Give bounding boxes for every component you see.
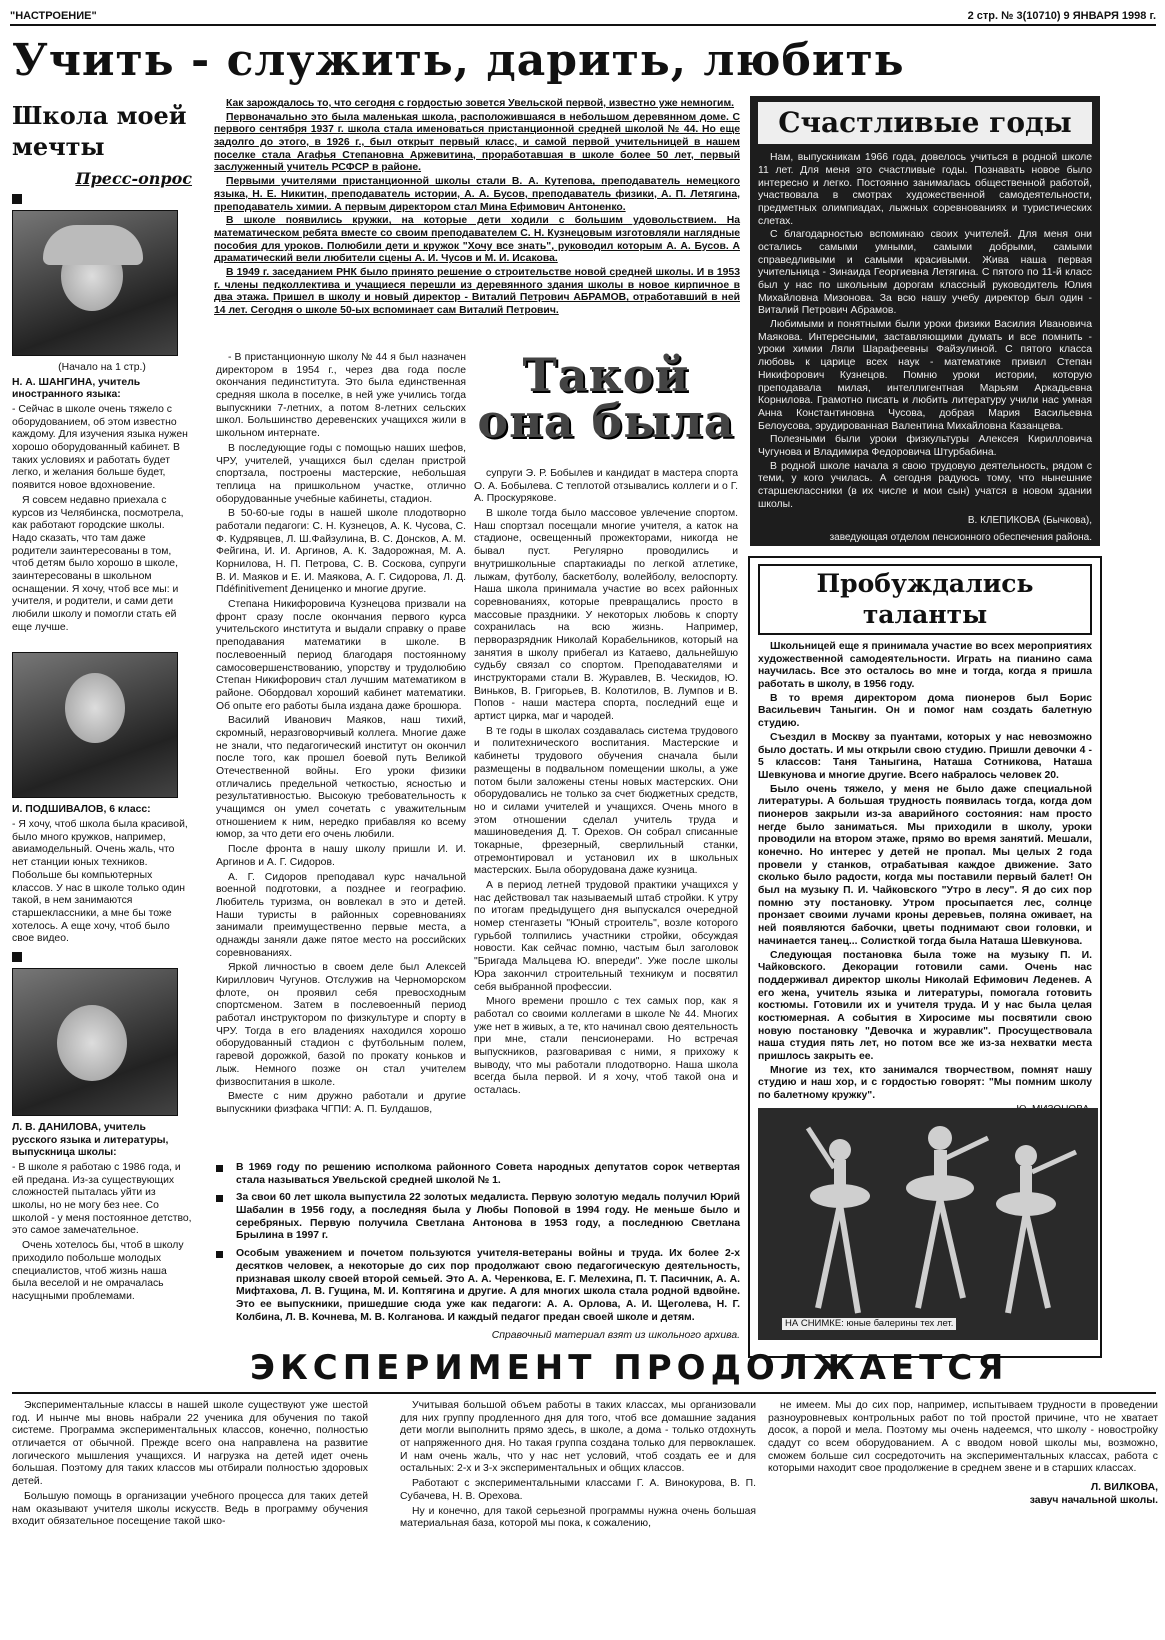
intro-paragraph: В школе появились кружки, на которые дети ходили с большим удовольствием. На математическом ребята вместе со своим преподавателем С. Н. Кузнецовым изготовляли наглядные пособия для уроков. Полюбили дети и кружок "Хочу все знать", руководил которым А. А. Бусов. А драматический вели любители сцены А. И. Чусов и М. И. Исакова. xyxy=(214,215,740,265)
experiment-title: ЭКСПЕРИМЕНТ ПРОДОЛЖАЕТСЯ xyxy=(250,1348,1009,1388)
article-paragraph: После фронта в нашу школу пришли И. И. Аргинов и А. Г. Сидоров. xyxy=(216,844,466,868)
experiment-paragraph: Большую помощь в организации учебного процесса для таких детей нам оказывают учителя школы искусств. Ведь в программу обучения входит обязательное посещение такой шко- xyxy=(12,1490,368,1528)
interview-text: Очень хотелось бы, чтоб в школу приходило побольше молодых специалистов, чтоб жизнь наша была веселой и не омрачалась насущными проблемами. xyxy=(12,1240,184,1302)
box-paragraph: С благодарностью вспоминаю своих учителей. Для меня они остались самыми умными, самыми добрыми, самыми справедливыми и самыми красивыми. Жива наша первая учительница - Зинаида Георгиевна Летягина. С пятого по 11-й класс был у нас по школьным дорогам классный руководитель Юлия Михайловна Мизонова. За всю нашу учебу директор был один - Виталий Петрович Абрамов. xyxy=(758,229,1092,317)
experiment-paragraph: Ну и конечно, для такой серьезной программы нужна очень большая материальная база, которой мы пока, к сожалению, xyxy=(400,1505,756,1530)
portrait-photo xyxy=(12,652,178,798)
fact-item: За свои 60 лет школа выпустила 22 золотых медалиста. Первую золотую медаль получил Юрий Шабалин в 1956 году, а последняя была у Любы Поповой в 1994 году. Не меньше было и серебряных. Первую получила Светлана Антонова в 1953 году, а последнюю Светлана Брылина в 1997 г. xyxy=(214,1192,740,1243)
portrait-photo xyxy=(12,210,178,356)
experiment-column-3 xyxy=(768,1400,1158,1508)
continued-note: (Начало на 1 стр.) xyxy=(58,361,146,373)
box-paragraph: Нам, выпускникам 1966 года, довелось учиться в родной школе 11 лет. Для меня это счастливые годы. Познавать новое было интересно и легко. Постоянно занималась общественной работой, участвовала в смотрах художественной самодеятельности, предметных олимпиадах, лыжных соревнованиях и туристических слетах. xyxy=(758,152,1092,227)
article-paragraph: Яркой личностью в своем деле был Алексей Кириллович Чугунов. Отслужив на Черноморском флоте, он проявил себя превосходным спортсменом. Затем в послевоенный период работал инструктором по физкультуре и спорту в ЧРУ. Тогда в его владениях находился хорошо оборудованный стадион с футбольным полем, гаревой дорожкой, базой по прокату коньков и лыж. Немного позже он стал учителем физвоспитания в школе. xyxy=(216,962,466,1088)
bullet-square xyxy=(12,952,22,962)
box-paragraph: В родной школе начала я свою трудовую деятельность, рядом с теми, у кого училась. А сегодня радуюсь тому, что нынешние старшеклассники (в их числе и мои сын) учатся в новом здании школы. xyxy=(758,460,1092,510)
author-position: завуч начальной школы. xyxy=(1029,1494,1158,1506)
article-paragraph: Много времени прошло с тех самых пор, как я работал со своими коллегами в школе № 44. Многих уже нет в живых, а те, кто начинал свою деятельность при мне, стали пенсионерами. Но встречая выпускников, разговаривая с ними, я прихожу к выводу, что мы работали плодотворно. Наша школа всегда была первой. И я хочу, чтоб такой она и осталась. xyxy=(474,996,738,1096)
box-paragraph: Школьницей еще я принимала участие во всех мероприятиях художественной самодеятельности. Играть на пианино сама научилась. Все это осталось во мне и тогда, когда я пришла работать в школу, в 1956 году. xyxy=(758,641,1092,691)
intro-paragraph: Первыми учителями пристанционной школы стали В. А. Кутепова, преподаватель немецкого языка, Н. Е. Никитин, преподаватель истории, А. А. Бусов, преподаватель физики, А. П. Летягина, преподаватель химии. А первым директором стал Мина Ефимович Антоненко. xyxy=(214,176,740,213)
masthead xyxy=(10,8,1156,26)
author-signature: В. КЛЕПИКОВА (Бычкова), xyxy=(967,515,1092,527)
portrait-photo xyxy=(12,968,178,1116)
experiment-column-2 xyxy=(400,1400,756,1533)
box-paragraph: В то время директором дома пионеров был Борис Васильевич Таныгин. Он и помог нам создать балетную студию. xyxy=(758,692,1092,730)
interviewee: И. ПОДШИВАЛОВ, 6 класс: xyxy=(12,804,151,816)
box-paragraph: Полезными были уроки физкультуры Алексея Кирилловича Чугунова и Владимира Федоровича Штурбабина. xyxy=(758,434,1092,458)
interview xyxy=(12,362,192,634)
box-paragraph: Многие из тех, кто занимался творчеством, помнят нашу студию и наш хор, и с гордостью говорят: "Мы помним школу по балетному кружку". xyxy=(758,1064,1092,1102)
interviewee: Н. А. ШАНГИНА, учитель иностранного языка: xyxy=(12,376,141,401)
divider xyxy=(12,1392,1156,1394)
ballerinas-illustration xyxy=(758,1108,1098,1340)
article-title: Такой она была xyxy=(477,348,735,448)
intro-paragraph: В 1949 г. заседанием РНК было принято решение о строительстве новой средней школы. И в 1953 г. члены педколлектива и учащиеся перешли из деревянного здания школы в новое кирпичное в два этажа. Пришел в школу и новый директор - Виталий Петрович АБРАМОВ, отработавший в ней 14 лет. Сегодня о школе 50-ых вспоминает сам Виталий Петрович. xyxy=(214,266,740,316)
experiment-paragraph: Экспериментальные классы в нашей школе существуют уже шестой год. И нынче мы вновь набрали 22 ученика для обучения по такой системе. Программа экспериментальных классов, конечно, полностью отличается от обычной. Прежде всего она направлена на развитие логического мышления учащихся. И нагрузка на детей идет очень большая. Поэтому для таких классов мы отбирали полностью здоровых детей. xyxy=(12,1400,368,1488)
fact-item: Особым уважением и почетом пользуются учителя-ветераны войны и труда. Их более 2-х десятков человек, а некоторые до сих пор продолжают свою педагогическую деятельность, признавая школу своей второй семьей. Это А. А. Черенкова, Е. Г. Мелехина, П. Т. Пасичник, А. А. Мифтахова, Л. В. Гущина, М. И. Коптягина и другие. А для многих школа стала родной вдвойне. Это ее выпускники, пришедшие сюда уже как педагоги: А. А. Орлова, А. И. Щеголева, Н. Г. Колбина, Л. В. Кочнева, М. В. Колганова. И каждый педагог предан своей школе и детям. xyxy=(214,1248,740,1324)
article-paragraph: супруги Э. Р. Бобылев и кандидат в мастера спорта О. А. Бобылева. С теплотой отзывались коллеги и о Г. А. Проскурякове. xyxy=(474,468,738,505)
section-title: Школа моей мечты xyxy=(12,101,187,162)
press-survey-label: Пресс-опрос xyxy=(75,169,192,189)
experiment-column-1 xyxy=(12,1400,368,1531)
article-paragraph: А. Г. Сидоров преподавал курс начальной военной подготовки, а позднее и географию. Любитель туризма, он вовлекал в это и детей. Наши туристы в районных соревнованиях занимали преимущественно первые места, а однажды заняли даже пятое место на российских соревнованиях. xyxy=(216,871,466,959)
interview-text: Я совсем недавно приехала с курсов из Челябинска, посмотрела, как работают городские школы. Надо сказать, что там даже родители заинтересованы в том, чтоб детям было хорошо в школе, заинтересованы в школьном оснащении. Я хочу, чтоб все мы: и учителя, и родители, и сами дети любили школу и помогли стать ей еще лучше. xyxy=(12,494,184,633)
page-headline: Учить - служить, дарить, любить xyxy=(12,35,905,86)
author-position: заведующая отделом пенсионного обеспечения района. xyxy=(829,531,1092,543)
interview-text: - В школе я работаю с 1986 года, и ей предана. Из-за существующих сложностей пыталась уйти из школы, но не могу без нее. Со школой - у меня постоянное детство, это самое замечательное. xyxy=(12,1162,192,1237)
facts-list xyxy=(214,1162,740,1329)
article-paragraph: Вместе с ним дружно работали и другие выпускники физфака ЧГПИ: А. П. Булдашов, xyxy=(216,1091,466,1115)
bullet-square xyxy=(12,194,22,204)
box-paragraph: Было очень тяжело, у меня не было даже специальной литературы. А большая трудность появилась тогда, когда дом пионеров закрыли из-за аварийного состояния: нам просто негде было заниматься. Мы приходили в школу, уроки проводили на втором этаже, прямо во время занятий. Мешали, конечно. Но интерес у детей не пропал. Мы целых 2 года провели у станков, отрабатывая каждое движение. Зато сколько было радости, когда мы поставили первый балет! Он был на музыку П. И. Чайковского "Утро в лесу". Я до сих пор помню эту постановку. Утром просыпается лес, солнце пронзает своими лучами кроны деревьев, поляна оживает, на ней появляются бабочки, цветы поднимают свои головки, и начинается танец... Солисткой тогда была Наташа Шевкунова. xyxy=(758,783,1092,947)
article-paragraph: Степана Никифоровича Кузнецова призвали на фронт сразу после окончания первого курса учительского института и выдали справку о праве преподавания математики в школе. В послевоенный период благодаря постоянному самосовершенствованию, упорству и трудолюбию Степан Никифорович стал лучшим математиком в районе. Обордовал хороший кабинет математики. Об опыте его работы была издана даже брошюра. xyxy=(216,599,466,712)
newspaper-name: "НАСТРОЕНИЕ" xyxy=(10,10,97,22)
issue-info: 2 стр. № 3(10710) 9 ЯНВАРЯ 1998 г. xyxy=(967,10,1156,22)
photo-caption: НА СНИМКЕ: юные балерины тех лет. xyxy=(782,1318,956,1330)
interview-text: - Я хочу, чтоб школа была красивой, было много кружков, например, авиамодельный. Очень жаль, что нет станции юных техников. Побольше бы компьютерных классов. У нас в школе только один такой, в нем занимаются старшеклассники, а мне бы тоже хотелось. А еще хочу, чтоб было свое видео. xyxy=(12,819,188,945)
intro-block xyxy=(214,98,740,319)
interview xyxy=(12,1122,192,1304)
fact-item: В 1969 году по решению исполкома районного Совета народных депутатов сорок четвертая стала называться Увельской средней школой № 1. xyxy=(214,1162,740,1187)
interview-text: - Сейчас в школе очень тяжело с оборудованием, об этом известно каждому. Для изучения языка нужен хорошо оборудованный кабинет. В таких условиях и работать будет легко, и желания больше будет, появится новое вдохновение. xyxy=(12,404,188,492)
experiment-paragraph: Работают с экспериментальными классами Г. А. Винокурова, В. П. Субачева, Н. В. Орехова. xyxy=(400,1478,756,1502)
intro-paragraph: Первоначально это была маленькая школа, расположившаяся в небольшом деревянном доме. С первого сентября 1937 г. школа стала именоваться пристанционной средней школой № 44. Но еще задолго до этого, в 1926 г., был открыт первый класс, и самой первой учительницей в нашем поселке стала Агафья Степановна Аржевитина, проработавшая в школе более 50 лет, первый заслуженный учитель РСФСР в районе. xyxy=(214,111,740,174)
box-title: Счастливые годы xyxy=(758,102,1092,144)
ballerinas-photo xyxy=(758,1108,1098,1340)
article-paragraph: - В пристанционную школу № 44 я был назначен директором в 1954 г., через два года после окончания пединститута. Это была единственная средняя школа в поселке, в ней уже учились тогда выпускники 7-летних, а потом 8-летних сельских школ. Большинство деревенских учащихся жили в школьном интернате. xyxy=(216,352,466,440)
left-column xyxy=(12,100,192,1306)
interview xyxy=(12,804,192,946)
article-paragraph: В те годы в школах создавалась система трудового и политехнического воспитания. Мастерские и кабинеты трудового обучения сначала были размещены в подвальном помещении школы, а уже потом были заложены стены новых мастерских. Они оборудовались не только за счет бюджетных средств, но и силами учителей и учащихся. Очень много в этом отношении сделал учитель труда и машиноведения Д. Т. Орехов. Он собрал списанные токарные, фрезерный, сверлильный станки, отремонтировал и установил их в школьных мастерских. Была оборудована даже кузница. xyxy=(474,725,738,877)
article-column-2 xyxy=(474,468,738,1100)
experiment-paragraph: не имеем. Мы до сих пор, например, испытываем трудности в проведении разноуровневых контрольных работ по той простой причине, что не хватает досок, а порой и мела. Поэтому мы очень надеемся, что школу - новостройку сдадут со всем оборудованием. А с вводом новой школы мы, возможно, сможем больше сил сосредоточить на экспериментальных классах, работа с которыми находит свое продолжение в среднем звене и в старших классах. xyxy=(768,1400,1158,1475)
author-signature: Л. ВИЛКОВА, xyxy=(1090,1482,1158,1494)
intro-paragraph: Как зарождалось то, что сегодня с гордостью зовется Увельской первой, известно уже немногим. xyxy=(226,98,735,109)
happy-years-box xyxy=(750,96,1100,546)
article-paragraph: В школе тогда было массовое увлечение спортом. Наш спортзал посещали многие учителя, а каток на стадионе, освещенный прожекторами, никогда не бывал пуст. Регулярно проводились и внутришкольные спартакиады по легкой атлетике, лыжам, футболу, баскетболу, волейболу, велоспорту. Наша школа принимала участие во всех районных соревнованиях, которые превращались просто в массовые праздники. У некоторых любовь к спорту сохранилась на всю жизнь. Например, перворазрядник Николай Корабельников, который на занятия в школу прибегал из Катаево, дальнейшую судьбу связал со спортом. Преподавателями и инструкторами стали В. Журавлев, В. Ческидов, Ю. Виньков, В. Григорьев, В. Колотилов, В. Лумпов и В. Попов - наши мастера спорта, последний еще и артист цирка, маг и чародей. xyxy=(474,508,738,723)
article-paragraph: В 50-60-ые годы в нашей школе плодотворно работали педагоги: С. Н. Кузнецов, А. К. Чусова, С. Ф. Кудрявцев, Л. Ш.Файзулина, В. С. Донсков, А. М. Фейгина, И. И. Аргинов, А. К. Задорожная, М. А. Корнилова, Н. П. Петрова, С. В. Соскова, супруги В. И. Маяков и Е. И. Маякова, А. Г. Сидорова, Л. Д. Пdéfinitivement Дениценко и многие другие. xyxy=(216,508,466,596)
experiment-paragraph: Учитывая большой объем работы в таких классах, мы организовали для них группу продленного дня для того, чтоб все домашние задания дети могли выполнить прямо здесь, в школе, а дома - только отдохнуть от напряженного дня. Но такая группа создана только для первоклашек. И нам очень жаль, что у нас нет условий, чтоб создать ее и для остальных: 2-х и 3-х экспериментальных и общих классов. xyxy=(400,1400,756,1475)
box-paragraph: Любимыми и понятными были уроки физики Василия Ивановича Маякова. Интересными, заставляющими думать и все помнить - уроки химии Ляли Шарафеевны Файзулиной. С пятого класса любовь к царице всех наук - математике привил Степан Никифорович Кузнецов. Помню уроки истории, которую преподавала милая, интеллигентная Марьям Аркадьевна Корнилова. Грамотно писать и любить литературу учили нас умная Анна Константиновна Чусова, добрая Мария Васильевна Белоусова, эрудированная Валентина Михайловна Казанцева. xyxy=(758,319,1092,432)
article-paragraph: В последующие годы с помощью наших шефов, ЧРУ, учителей, учащихся был сделан пристрой спортзала, построены мастерские, небольшая теплица на пришкольном участке, отлично оборудованные учебные кабинеты, стадион. xyxy=(216,442,466,505)
box-paragraph: Следующая постановка была тоже на музыку П. И. Чайковского. Декорации готовили сами. Очень нас поддерживал директор школы Николай Ефимович Леденев. А его жена, учитель языка и литературы, помогала готовить костюмы. Готовили их и учителя труда. И у нас была целая костюмерная. А события в Хиросиме мы посвятили свою новую постановку "Девочка и журавлик". Просуществовала наша студия пять лет, но потом все же из-за нехватки места пришлось закрыть ее. xyxy=(758,949,1092,1062)
article-paragraph: А в период летней трудовой практики учащихся у нас действовал так называемый штаб стройки. К утру по итогам предыдущего дня выпускался очередной номер стенгазеты "Юный строитель", возле которого гурьбой толпились участники стройки, обсуждая новости. Как сейчас помню, частым был заголовок "Бригада Мальцева Ю. впереди". Уже после школы Юра закончил строительный техникум и посвятил себя выбранной профессии. xyxy=(474,880,738,993)
box-paragraph: Съездил в Москву за пуантами, которых у нас невозможно было достать. И мы открыли свою студию. Пришли девочки 4 - 5 классов: Таня Таныгина, Наташа Сотникова, Наташа Шевкунова и многие другие. Всего набралось человек 20. xyxy=(758,731,1092,781)
article-paragraph: Василий Иванович Маяков, наш тихий, скромный, неразговорчивый коллега. Многие даже не знали, что педагогический институт он окончил после того, как прошел боевой путь Великой Отечественной войны. Его уроки физики отличались предельной четкостью, ясностью и результативностью. Высокую требовательность к учащимся он умел сочетать с уважительным отношением к ним, нередко прибавляя ко всему юмор, за что дети его очень любили. xyxy=(216,715,466,841)
archive-note: Справочный материал взят из школьного архива. xyxy=(491,1330,740,1341)
box-title: Пробуждались таланты xyxy=(758,564,1092,635)
article-column-1 xyxy=(216,352,466,1119)
interviewee: Л. В. ДАНИЛОВА, учитель русского языка и литературы, выпускница школы: xyxy=(12,1121,169,1159)
